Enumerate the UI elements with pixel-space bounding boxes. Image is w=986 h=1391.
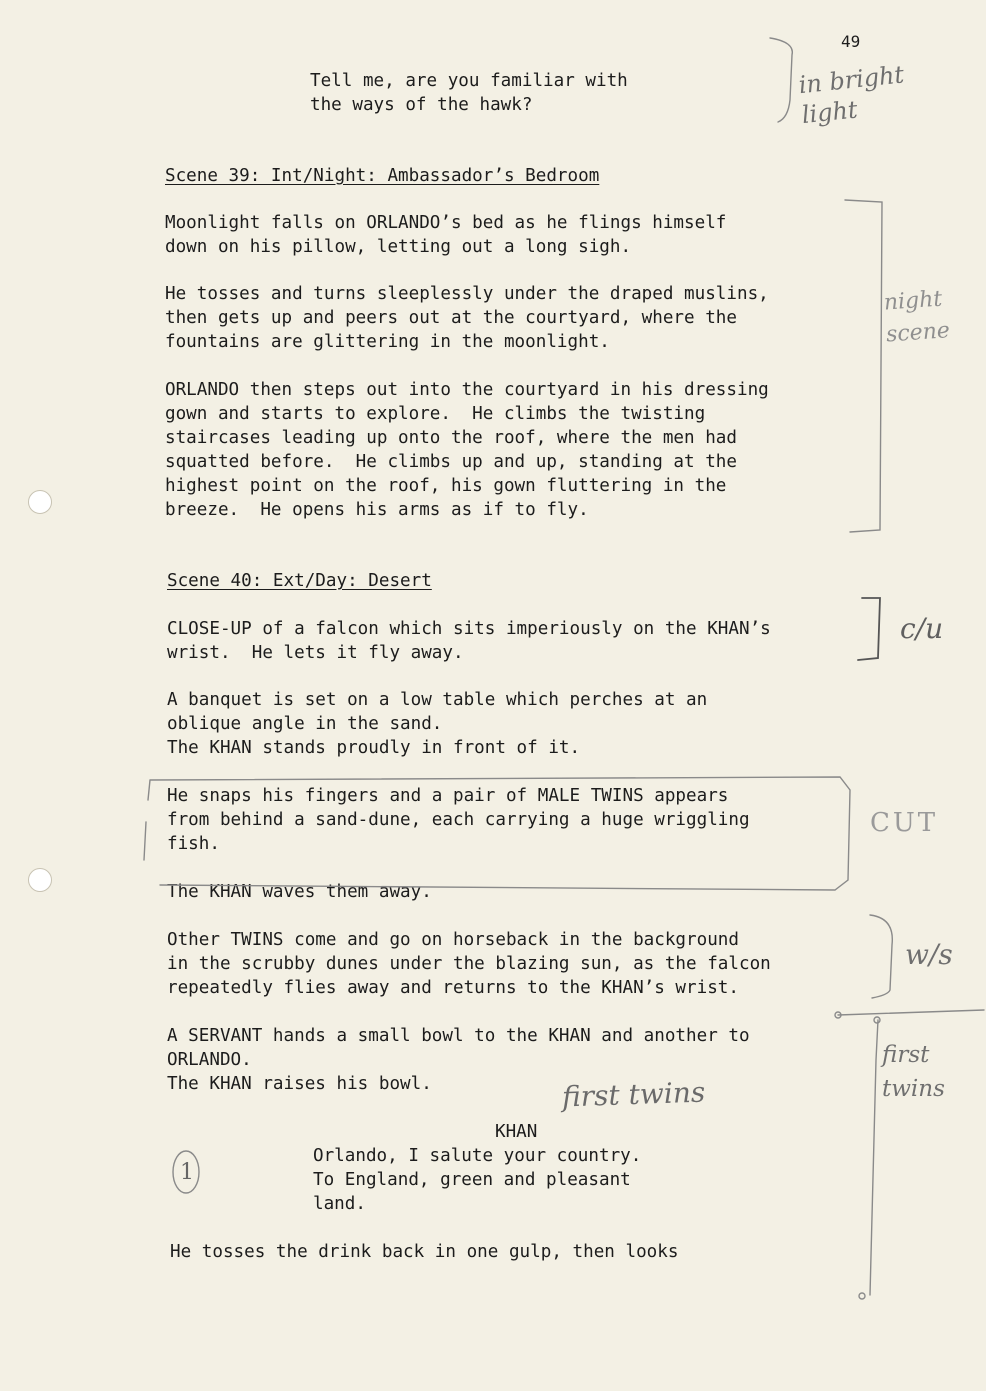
page-number: 49 xyxy=(841,32,861,51)
action-line: staircases leading up onto the roof, where the men had xyxy=(165,428,737,448)
action-line: highest point on the roof, his gown fluttering in the xyxy=(165,476,727,496)
note-first-twins: first twins xyxy=(561,1075,706,1114)
dialogue-line: To England, green and pleasant xyxy=(313,1170,631,1190)
dialogue-line: Orlando, I salute your country. xyxy=(313,1146,642,1166)
action-line: in the scrubby dunes under the blazing sun, as the falcon xyxy=(167,954,771,974)
action-line: The KHAN waves them away. xyxy=(167,882,432,902)
action-line: repeatedly flies away and returns to the KHAN’s wrist. xyxy=(167,978,739,998)
dialogue-line: the ways of the hawk? xyxy=(310,95,533,115)
action-line: oblique angle in the sand. xyxy=(167,714,443,734)
dialogue-line: land. xyxy=(313,1194,366,1214)
note-cu: c/u xyxy=(900,612,944,645)
action-line: from behind a sand-dune, each carrying a huge wriggling xyxy=(167,810,750,830)
action-line: The KHAN raises his bowl. xyxy=(167,1074,432,1094)
action-line: Moonlight falls on ORLANDO’s bed as he flings himself xyxy=(165,213,727,233)
action-line: breeze. He opens his arms as if to fly. xyxy=(165,500,589,520)
note-night-scene: night scene xyxy=(883,286,951,348)
action-line: He tosses and turns sleeplessly under the draped muslins, xyxy=(165,284,769,304)
note-bright-light: in bright light xyxy=(797,60,906,130)
action-line: A banquet is set on a low table which perches at an xyxy=(167,690,708,710)
action-line: ORLANDO then steps out into the courtyard in his dressing xyxy=(165,380,769,400)
action-line: wrist. He lets it fly away. xyxy=(167,643,464,663)
action-line: Other TWINS come and go on horseback in the background xyxy=(167,930,739,950)
scene-heading: Scene 39: Int/Night: Ambassador’s Bedroom xyxy=(165,166,600,186)
dialogue-line: Tell me, are you familiar with xyxy=(310,71,628,91)
action-line: He tosses the drink back in one gulp, then looks xyxy=(170,1242,679,1262)
action-line: gown and starts to explore. He climbs the twisting xyxy=(165,404,706,424)
character-name: KHAN xyxy=(495,1122,538,1142)
action-line: ORLANDO. xyxy=(167,1050,252,1070)
action-line: The KHAN stands proudly in front of it. xyxy=(167,738,581,758)
scene-heading: Scene 40: Ext/Day: Desert xyxy=(167,571,432,591)
action-line: CLOSE-UP of a falcon which sits imperiously on the KHAN’s xyxy=(167,619,771,639)
note-circled-number: 1 xyxy=(180,1160,194,1185)
action-line: down on his pillow, letting out a long sigh. xyxy=(165,237,632,257)
action-line: squatted before. He climbs up and up, standing at the xyxy=(165,452,737,472)
action-line: He snaps his fingers and a pair of MALE TWINS appears xyxy=(167,786,729,806)
note-ws: w/s xyxy=(905,938,953,971)
action-line: then gets up and peers out at the courtyard, where the xyxy=(165,308,737,328)
action-line: A SERVANT hands a small bowl to the KHAN and another to xyxy=(167,1026,750,1046)
action-line: fish. xyxy=(167,834,220,854)
action-line: fountains are glittering in the moonlight. xyxy=(165,332,610,352)
note-cut: CUT xyxy=(870,808,939,838)
note-first-twins-margin: first twins xyxy=(882,1042,945,1102)
